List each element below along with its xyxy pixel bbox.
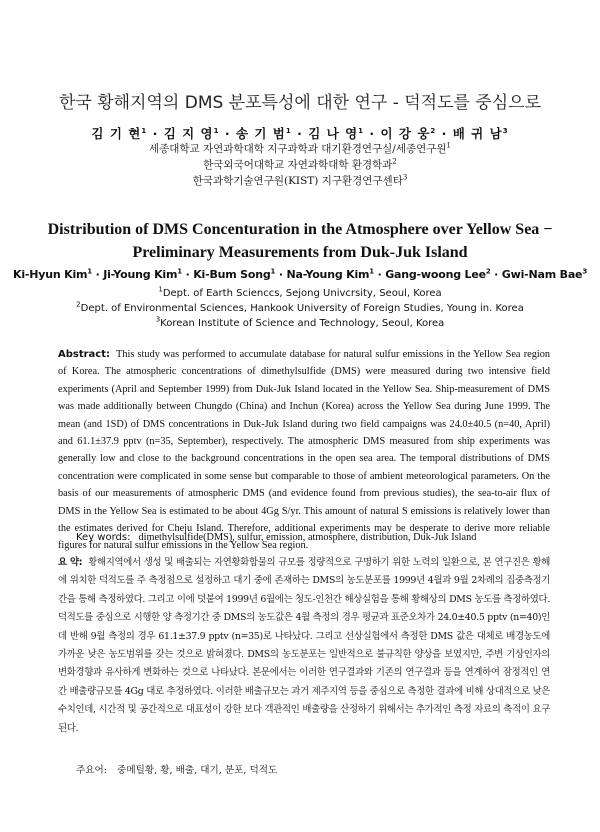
author: 김 지 영$^1$	[163, 126, 220, 141]
english-title-line: Distribution of DMS Concenturation in the Atmosphere over Yellow Sea −	[47, 221, 553, 238]
korean-affiliation-2: 한국외국어대학교 자연과학대학 환경학과$^2$	[203, 157, 397, 171]
keywords-label: Key words:	[76, 532, 131, 543]
author: 김 나 영$^1$	[308, 126, 365, 141]
author: 김 기 현$^1$	[91, 126, 148, 141]
author: 배 귀 남$^3$	[452, 126, 509, 141]
keywords-text: dimethylsulfide(DMS), sulfur, emission, atmosphere, distribution, Duk-Juk Island	[138, 532, 477, 543]
abstract-label: Abstract:	[58, 349, 111, 360]
english-title-line: Preliminary Measurements from Duk-Juk Island	[132, 244, 468, 261]
korean-author-list: 김 기 현$^1$ · 김 지 영$^1$ · 송 기 범$^1$ · 김 나 영$^1$ · 이 강 웅$^2$ · 배 귀 남$^3$	[91, 126, 509, 141]
author: Gwi-Nam Bae$^3$	[501, 267, 587, 281]
korean-keywords	[76, 762, 556, 776]
korean-keywords-text: 중메틸황, 황, 배출, 대기, 분포, 덕적도	[117, 765, 278, 776]
author: 이 강 웅$^2$	[380, 126, 437, 141]
author: Na-Young Kim$^1$	[286, 267, 374, 281]
english-affiliation-2: $^2$Dept. of Environmental Sciences, Hankook University of Foreign Studies, Young in. Korea	[76, 300, 524, 314]
english-abstract	[58, 346, 550, 555]
english-title	[0, 218, 600, 264]
korean-affiliation-1: 세종대학교 자연과학대학 지구과학과 대기환경연구실/세종연구원$^1$	[148, 141, 452, 155]
korean-abstract-label: 요 약:	[58, 557, 83, 568]
english-affiliation-1: $^1$Dept. of Earth Scienccs, Sejong Univcrsity, Seoul, Korea	[158, 285, 442, 299]
korean-keywords-label: 주요어:	[76, 765, 108, 776]
author: Ki-Bum Song$^1$	[193, 267, 276, 281]
english-author-list: Ki-Hyun Kim$^1$ · Ji-Young Kim$^1$ · Ki-Bum Song$^1$ · Na-Young Kim$^1$ · Gang-woong Lee$^2$ · Gwi-Nam Bae$^3$	[13, 267, 587, 281]
author: Ji-Young Kim$^1$	[103, 267, 182, 281]
korean-title: 한국 황해지역의 DMS 분포특성에 대한 연구 - 덕적도를 중심으로	[58, 93, 542, 113]
korean-affiliation-3: 한국과학기술연구원(KIST) 지구환경연구센타$^3$	[192, 173, 408, 187]
english-keywords	[76, 532, 556, 543]
author: 송 기 범$^1$	[235, 126, 292, 141]
abstract-text: This study was performed to accumulate database for natural sulfur emissions in the Yellow Sea region of Korea. The atmospheric concentrations of dimethylsulfide (DMS) were measured during two intensive field experiments (April and September 1999) from Duk-Juk Island located in the Yellow Sea. Ship-measurement of DMS was made additionally between Chungdo (China) and Inchun (Korea) across the Yellow Sea during June 1999. The mean (and 1SD) of DMS concentrations in Duk-Juk Island during two field campaigns was 24.0±40.5 (n=40, April) and 61.1±37.9 pptv (n=35, September), respectively. The atmospheric DMS measured from ship experiments was generally low and close to the background concentrations in the open sea area. The temporal distributions of DMS concentration were complicated in some sense but comparable to those of ambient meteorological parameters. On the basis of our measurements of atmospheric DMS (and evidence found from previous studies), the sea-to-air flux of DMS in the Yellow Sea is estimated to be about 4Gg S/yr. This amount of natural S emissions is relatively lower than the estimates derived for Cheju Island. Therefore, additional experiments may be desperate to derive more reliable figures for natural sulfur emissions in the Yellow Sea region.	[58, 349, 550, 552]
author: Ki-Hyun Kim$^1$	[13, 267, 92, 281]
author: Gang-woong Lee$^2$	[385, 267, 491, 281]
korean-abstract	[58, 554, 550, 738]
english-affiliation-3: $^3$Korean Institute of Science and Technology, Seoul, Korea	[155, 315, 445, 329]
korean-abstract-text: 황해지역에서 생성 및 배출되는 자연황화합물의 규모를 정량적으로 구명하기 위한 노력의 일환으로, 본 연구진은 황해에 위치한 덕적도를 주 측정점으로 설정하고 대기 중에 존재하는 DMS의 농도분포를 1999년 4월과 9월 2차례의 집중측정기간을 통해 측정하였다. 그리고 이에 덧붙여 1999년 6월에는 청도-인천간 해상실험을 통해 황해상의 DMS 농도를 측정하였다. 덕적도를 중심으로 시행한 양 측정기간 중 DMS의 농도값은 4월 측정의 경우 평균과 표준오차가 24.0±40.5 pptv (n=40)인데 반해 9월 측정의 경우 61.1±37.9 pptv (n=35)로 나타났다. 그리고 선상실험에서 측정한 DMS 값은 대체로 배경농도에 가까운 낮은 농도범위를 갖는 것으로 밝혀졌다. DMS의 농도분포는 일반적으로 불규칙한 양상을 보였지만, 주변 기상인자의 변화경향과 유사하게 변화하는 것으로 나타났다. 본문에서는 이러한 연구결과와 기존의 연구결과 등을 연계하여 잠정적인 연간 배출량규모를 4Gg 대로 추정하였다. 이러한 배출규모는 과거 제주지역 등을 중심으로 측정한 결과에 비해 상대적으로 낮은 수치인데, 시간적 및 공간적으로 대표성이 강한 보다 객관적인 배출량을 산정하기 위해서는 추가적인 측정 자료의 축적이 요구된다.	[58, 557, 550, 734]
